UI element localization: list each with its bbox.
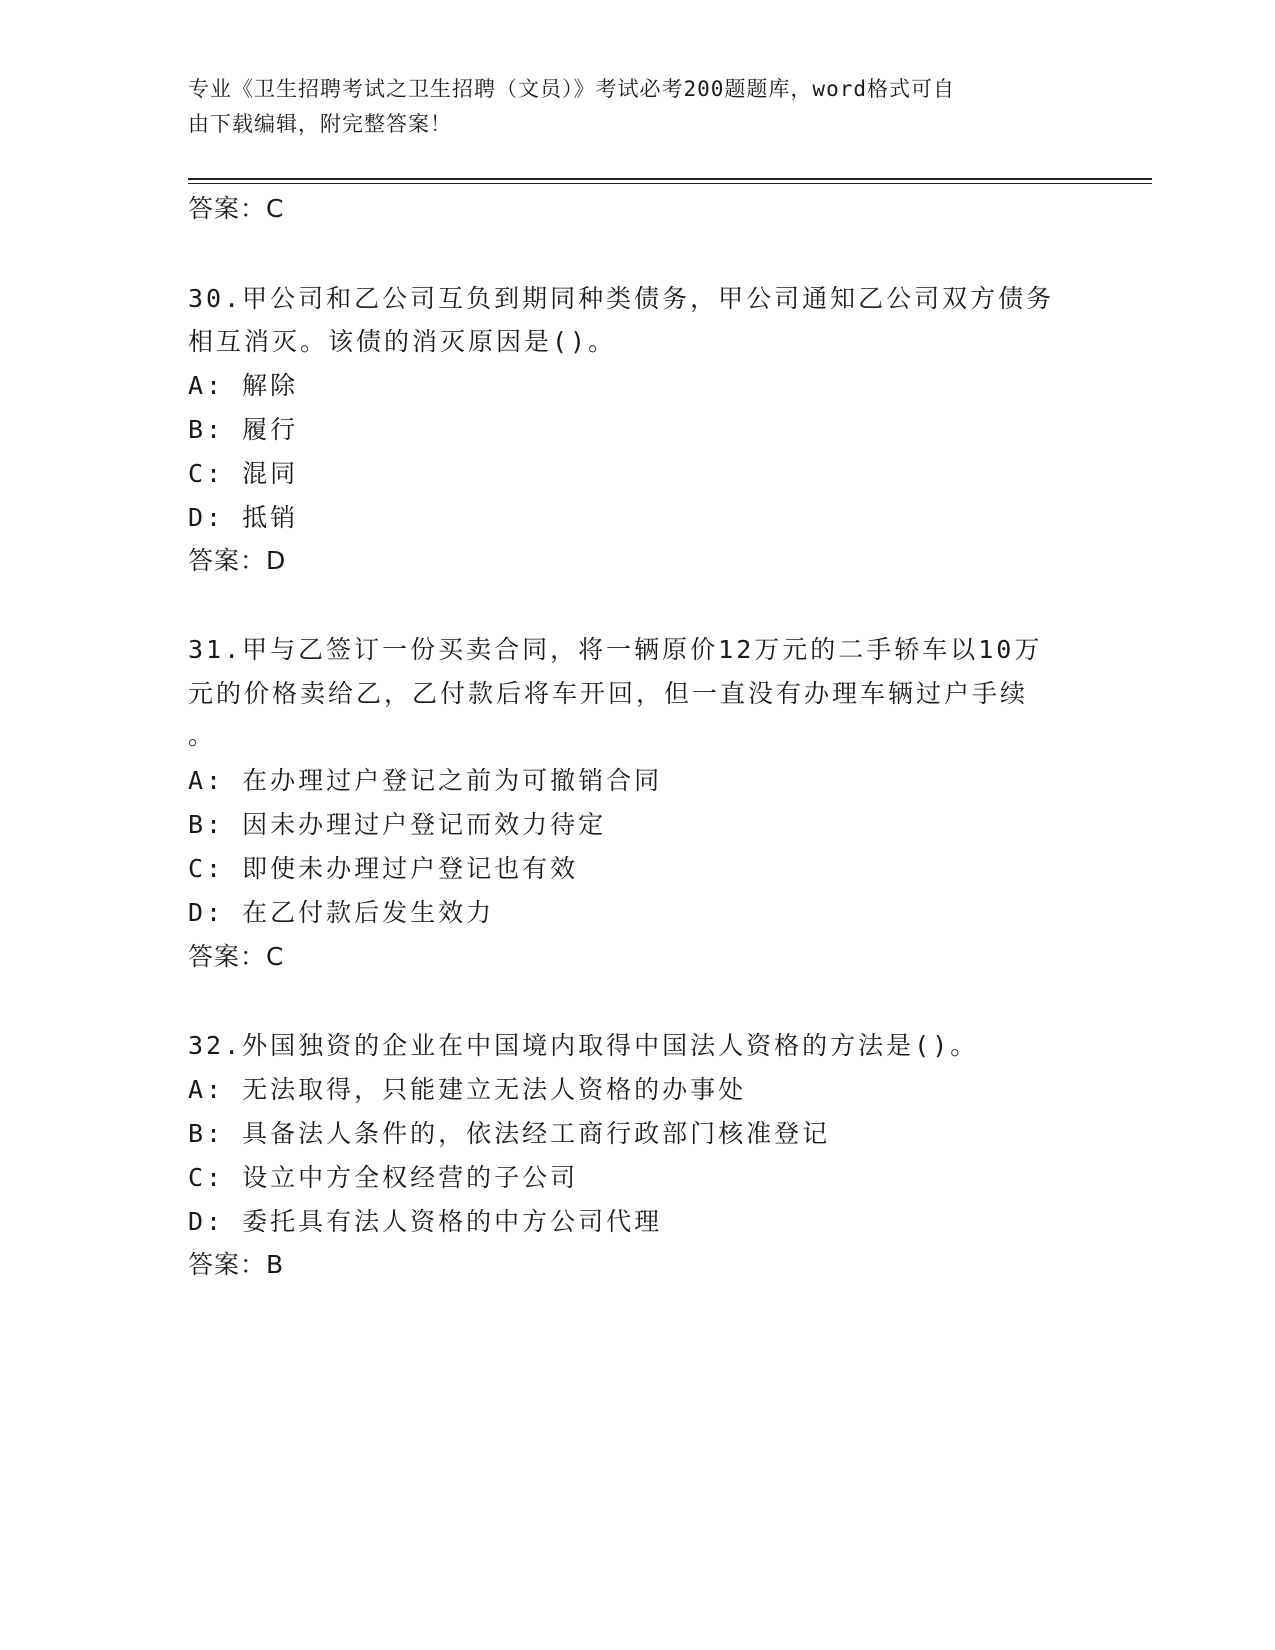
header-line-1: 专业《卫生招聘考试之卫生招聘（文员）》考试必考200题题库，word格式可自 (188, 77, 955, 101)
option-d: D: 在乙付款后发生效力 (188, 898, 495, 927)
previous-answer: 答案：C (188, 194, 285, 223)
answer: 答案：B (188, 1250, 285, 1279)
question-stem-line: 元的价格卖给乙，乙付款后将车开回，但一直没有办理车辆过户手续 (188, 679, 1029, 708)
answer: 答案：C (188, 942, 285, 971)
option-c: C: 即使未办理过户登记也有效 (188, 854, 579, 883)
question-stem-line: 31.甲与乙签订一份买卖合同，将一辆原价12万元的二手轿车以10万 (188, 635, 1043, 664)
option-c: C: 设立中方全权经营的子公司 (188, 1163, 579, 1192)
option-b: B: 履行 (188, 415, 299, 444)
answer: 答案：D (188, 546, 287, 575)
question-stem-line: 相互消灭。该债的消灭原因是()。 (188, 327, 617, 356)
option-d: D: 委托具有法人资格的中方公司代理 (188, 1207, 663, 1236)
question-stem-line: 30.甲公司和乙公司互负到期同种类债务，甲公司通知乙公司双方债务 (188, 284, 1055, 313)
option-b: B: 具备法人条件的，依法经工商行政部门核准登记 (188, 1119, 831, 1148)
question-stem-line: 。 (188, 721, 217, 750)
option-a: A: 解除 (188, 371, 299, 400)
option-a: A: 无法取得，只能建立无法人资格的办事处 (188, 1075, 747, 1104)
option-c: C: 混同 (188, 459, 299, 488)
option-a: A: 在办理过户登记之前为可撤销合同 (188, 766, 663, 795)
header-divider-thick (188, 178, 1152, 180)
option-b: B: 因未办理过户登记而效力待定 (188, 810, 607, 839)
document-header (188, 72, 1068, 142)
header-divider-thin (188, 183, 1152, 184)
option-d: D: 抵销 (188, 503, 299, 532)
question-stem-line: 32.外国独资的企业在中国境内取得中国法人资格的方法是()。 (188, 1031, 979, 1060)
header-line-2: 由下载编辑，附完整答案！ (188, 112, 452, 136)
